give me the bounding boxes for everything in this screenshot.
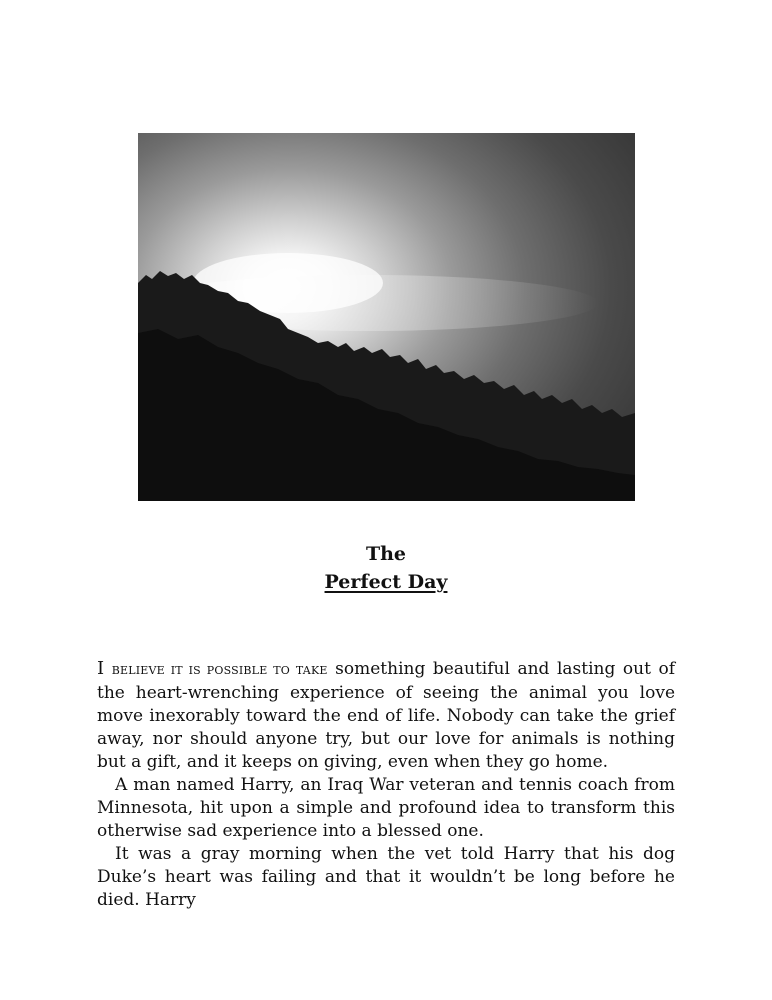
- paragraph-2: A man named Harry, an Iraq War veteran and tennis coach from Minnesota, hit upon a simple and profound idea to transform this otherwise sad experience into a blessed one.: [97, 775, 675, 841]
- opening-word: I: [97, 658, 105, 679]
- paragraph-1: [97, 657, 675, 774]
- paragraph-1-rest: something beautiful and lasting out of the heart-wrenching experience of seeing the animal you love move inexorably toward the end of life. Nobody can take the grief away, nor should anyone try, but our love for animals is nothing but a gift, and it keeps on giving, even when they go home.: [97, 659, 676, 772]
- sunset-forest-photo: [138, 133, 635, 501]
- chapter-title-line1: The: [365, 543, 407, 565]
- body-text: [97, 657, 675, 912]
- opening-smallcaps: BELIEVE IT IS POSSIBLE TO TAKE: [111, 664, 328, 677]
- chapter-title: [0, 540, 772, 596]
- chapter-title-line2: Perfect Day: [324, 571, 448, 593]
- paragraph-3: It was a gray morning when the vet told Harry that his dog Duke’s heart was failing and that it wouldn’t be long before he died. Harry: [97, 844, 675, 910]
